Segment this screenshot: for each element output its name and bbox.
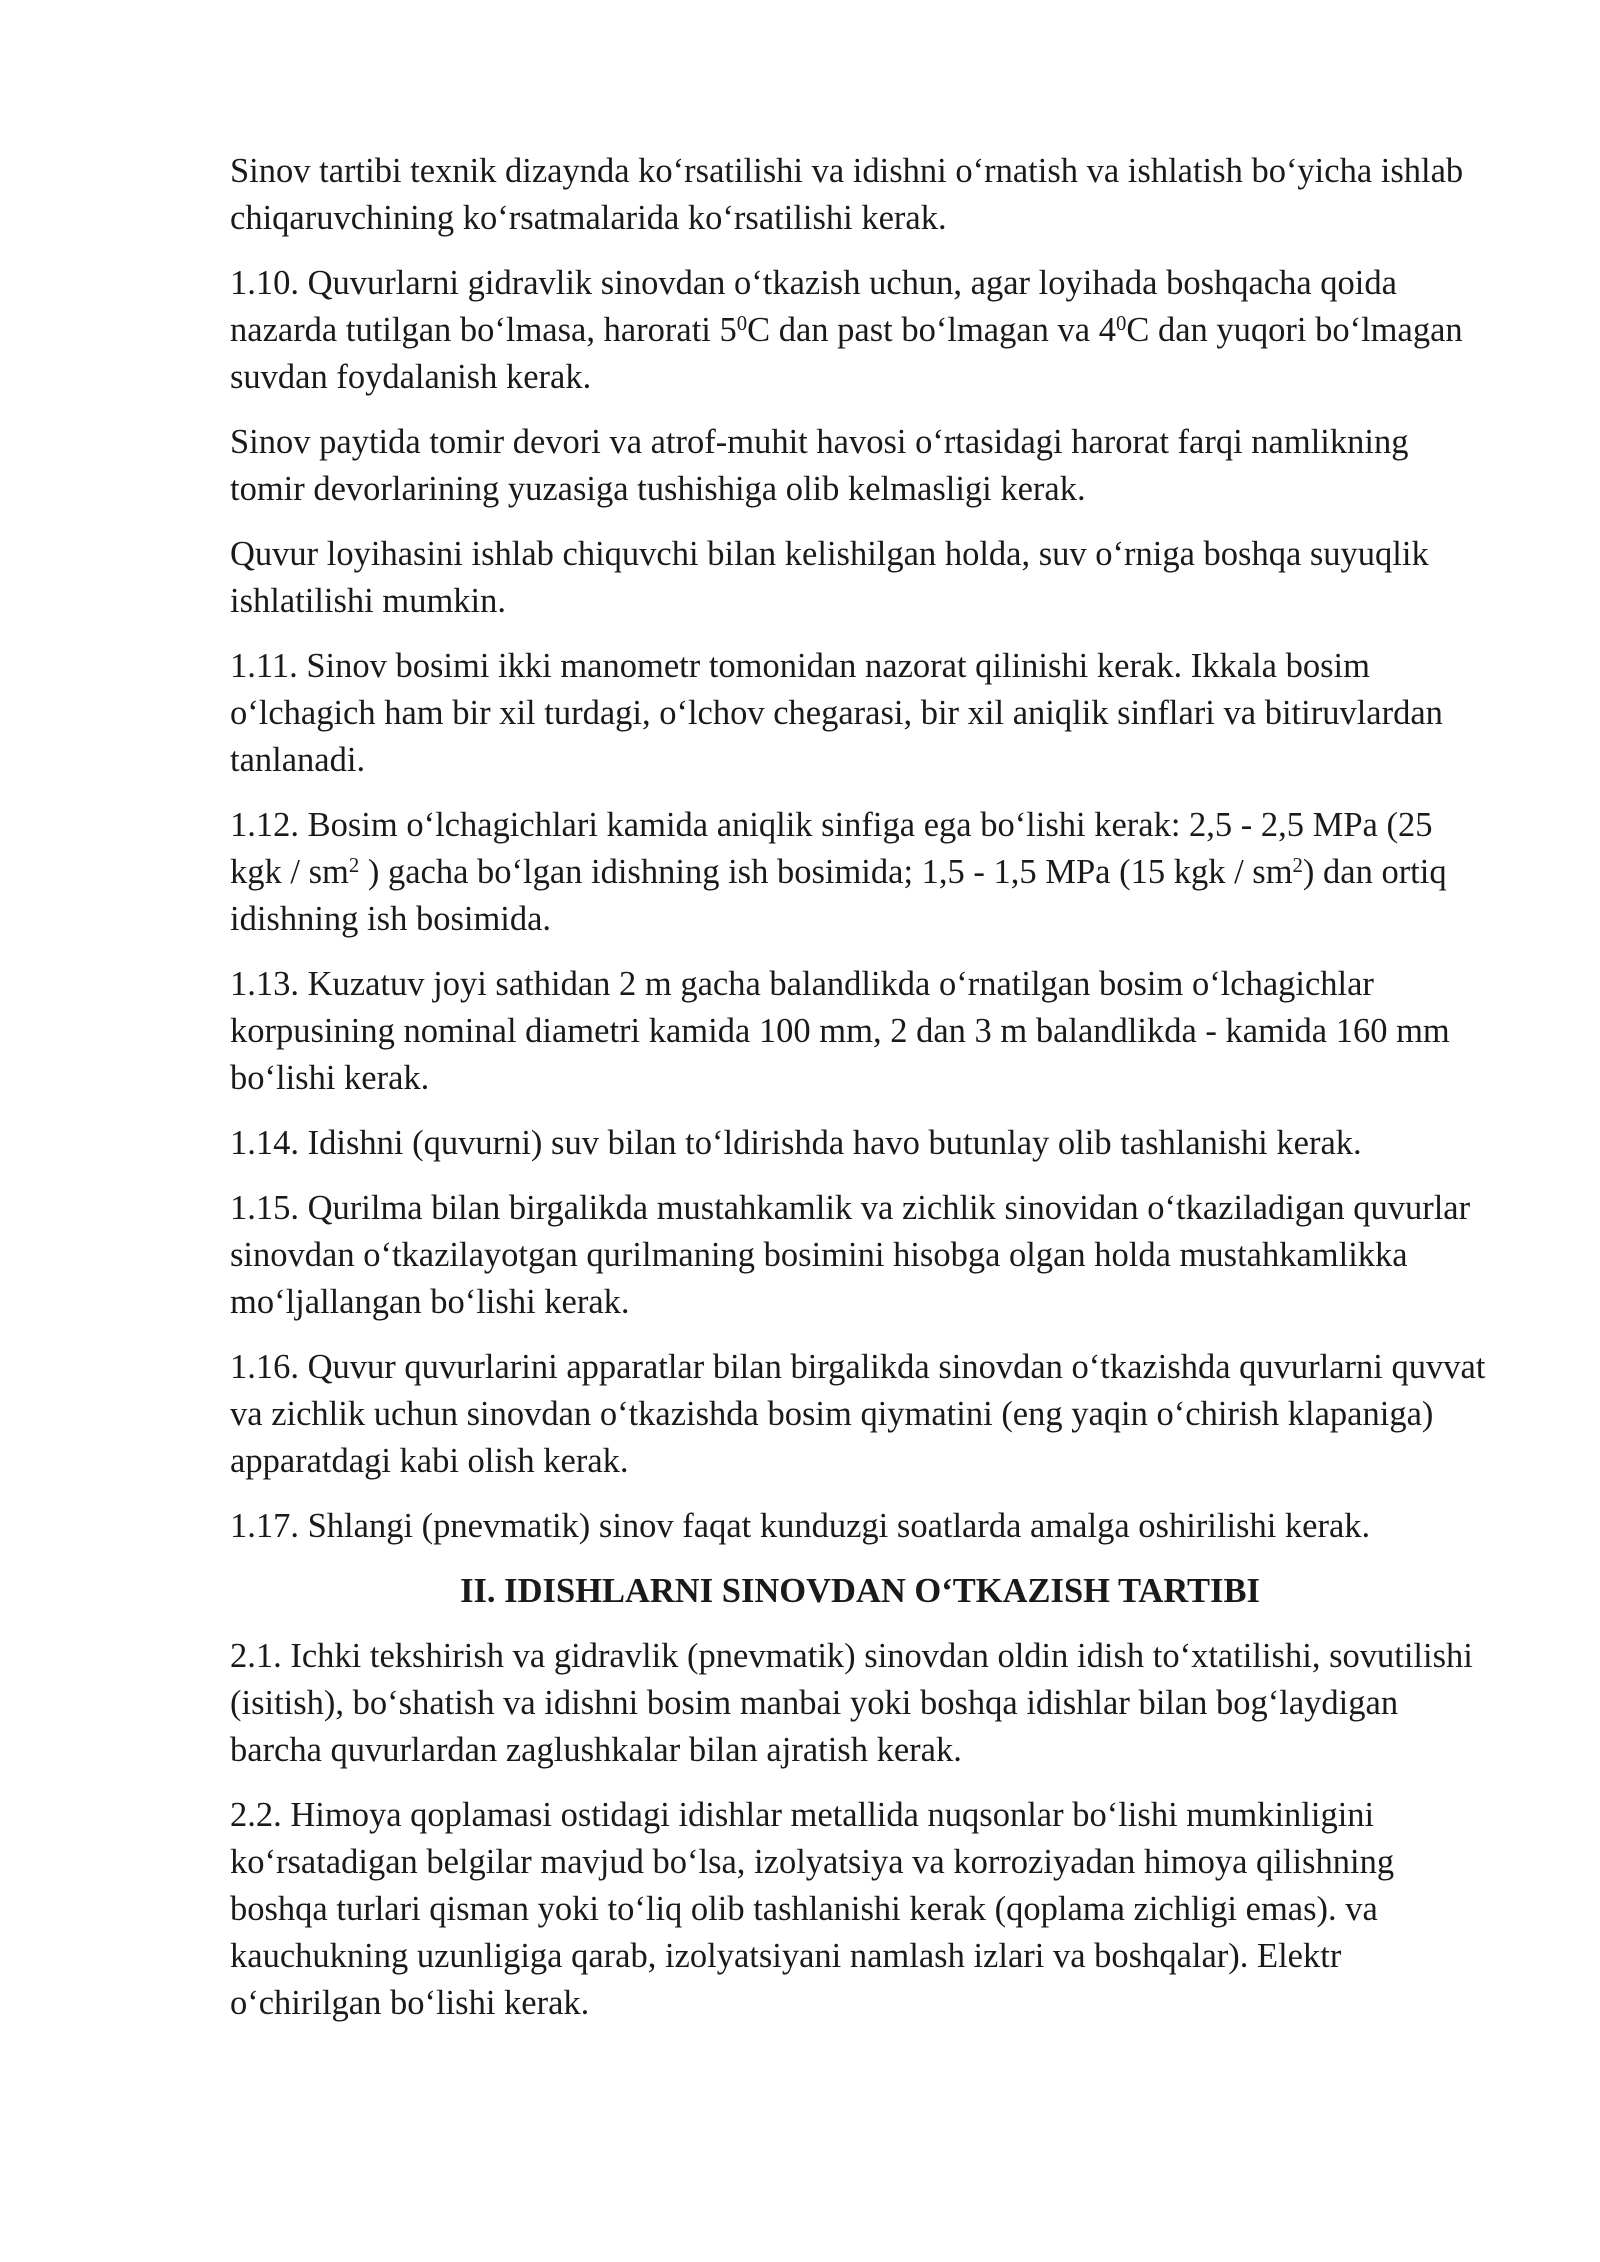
paragraph-1-12-part-a: 1.12. Bosim o‘lchagichlari kamida aniqlik sinfiga ega bo‘lishi kerak: 2,5 - 2,5 MPa (25 kgk / sm <box>230 806 1433 891</box>
paragraph-1-10-part-b: C dan past bo‘lmagan va 4 <box>747 311 1116 349</box>
paragraph-1-12-part-c: ) dan ortiq idishning ish bosimida. <box>230 853 1447 938</box>
paragraph-1-16: 1.16. Quvur quvurlarini apparatlar bilan birgalikda sinovdan o‘tkazishda quvurlarni quvvat va zichlik uchun sinovdan o‘tkazishda bosim qiymatini (eng yaqin o‘chirish klapaniga) apparatdagi kabi olish kerak. <box>230 1348 1486 1480</box>
paragraph-test-procedure: Sinov tartibi texnik dizaynda ko‘rsatilishi va idishni o‘rnatish va ishlatish bo‘yicha ishlab chiqaruvchining ko‘rsatmalarida ko‘rsatilishi kerak. <box>230 152 1464 237</box>
paragraph-1-12-part-b: ) gacha bo‘lgan idishning ish bosimida; 1,5 - 1,5 MPa (15 kgk / sm <box>359 853 1293 891</box>
paragraph-1-14: 1.14. Idishni (quvurni) suv bilan to‘ldirishda havo butunlay olib tashlanishi kerak. <box>230 1124 1362 1162</box>
square-superscript: 2 <box>1292 854 1303 877</box>
paragraph-2-1: 2.1. Ichki tekshirish va gidravlik (pnevmatik) sinovdan oldin idish to‘xtatilishi, sovutilishi (isitish), bo‘shatish va idishni bosim manbai yoki boshqa idishlar bilan bog‘laydigan barcha quvurlardan zaglushkalar bilan ajratish kerak. <box>230 1637 1473 1769</box>
paragraph-1-11: 1.11. Sinov bosimi ikki manometr tomonidan nazorat qilinishi kerak. Ikkala bosim o‘lchagich ham bir xil turdagi, o‘lchov chegarasi, bir xil aniqlik sinflari va bitiruvlardan tanlanadi. <box>230 647 1443 779</box>
paragraph-other-liquid: Quvur loyihasini ishlab chiquvchi bilan kelishilgan holda, suv o‘rniga boshqa suyuqlik ishlatilishi mumkin. <box>230 535 1429 620</box>
document-body <box>230 148 1490 2045</box>
paragraph-1-10-part-c: C dan yuqori bo‘lmagan suvdan foydalanish kerak. <box>230 311 1463 396</box>
paragraph-1-15: 1.15. Qurilma bilan birgalikda mustahkamlik va zichlik sinovidan o‘tkaziladigan quvurlar sinovdan o‘tkazilayotgan qurilmaning bosimini hisobga olgan holda mustahkamlikka mo‘ljallangan bo‘lishi kerak. <box>230 1189 1471 1321</box>
paragraph-1-10-part-a: 1.10. Quvurlarni gidravlik sinovdan o‘tkazish uchun, agar loyihada boshqacha qoida nazarda tutilgan bo‘lmasa, harorati 5 <box>230 264 1397 349</box>
paragraph-1-13: 1.13. Kuzatuv joyi sathidan 2 m gacha balandlikda o‘rnatilgan bosim o‘lchagichlar korpusining nominal diametri kamida 100 mm, 2 dan 3 m balandlikda - kamida 160 mm bo‘lishi kerak. <box>230 965 1450 1097</box>
section-heading: II. IDISHLARNI SINOVDAN O‘TKAZISH TARTIBI <box>460 1572 1260 1610</box>
degree-superscript: 0 <box>736 312 748 335</box>
paragraph-1-12 <box>230 802 1490 943</box>
paragraph-1-17: 1.17. Shlangi (pnevmatik) sinov faqat kunduzgi soatlarda amalga oshirilishi kerak. <box>230 1507 1371 1545</box>
degree-superscript: 0 <box>1115 312 1127 335</box>
paragraph-1-10 <box>230 260 1490 401</box>
square-superscript: 2 <box>348 854 360 877</box>
paragraph-temperature-difference: Sinov paytida tomir devori va atrof-muhit havosi o‘rtasidagi harorat farqi namlikning tomir devorlarining yuzasiga tushishiga olib kelmasligi kerak. <box>230 423 1409 508</box>
paragraph-2-2: 2.2. Himoya qoplamasi ostidagi idishlar metallida nuqsonlar bo‘lishi mumkinligini ko‘rsatadigan belgilar mavjud bo‘lsa, izolyatsiya va korroziyadan himoya qilishning boshqa turlari qisman yoki to‘liq olib tashlanishi kerak (qoplama zichligi emas). va kauchukning uzunligiga qarab, izolyatsiyani namlash izlari va boshqalar). Elektr o‘chirilgan bo‘lishi kerak. <box>230 1796 1395 2022</box>
